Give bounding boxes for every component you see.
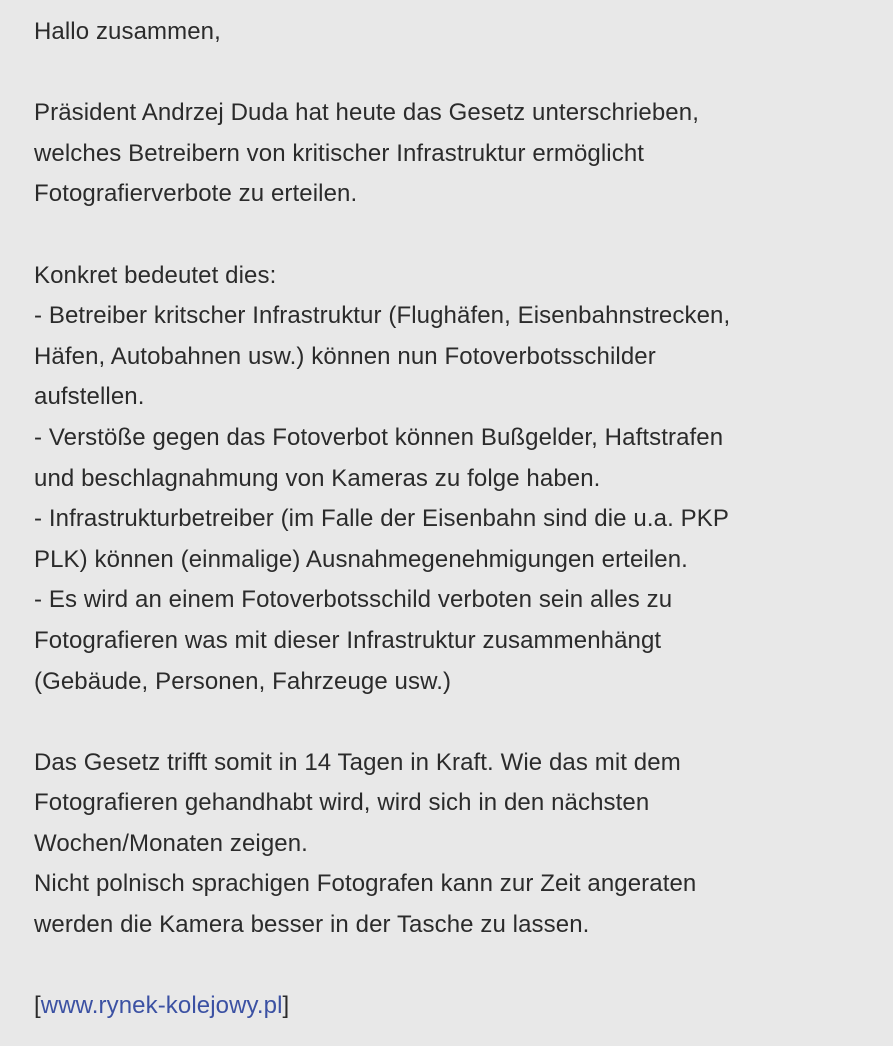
text-line: werden die Kamera besser in der Tasche zu lassen.	[34, 911, 590, 939]
source-citation	[34, 986, 879, 1027]
greeting: Hallo zusammen,	[34, 18, 221, 45]
paragraph-outlook	[34, 743, 879, 946]
paragraph-spacer	[34, 215, 879, 256]
text-line: (Gebäude, Personen, Fahrzeuge usw.)	[34, 667, 452, 695]
paragraph-details	[34, 256, 879, 703]
text-line: Fotografierverbote zu erteilen.	[34, 180, 358, 208]
paragraph-spacer	[34, 702, 879, 743]
text-line: Präsident Andrzej Duda hat heute das Gesetz unterschrieben,	[34, 99, 699, 127]
source-open-bracket: [	[34, 992, 41, 1020]
paragraph-spacer	[34, 53, 879, 94]
message-body	[34, 12, 879, 1027]
text-line: Konkret bedeutet dies:	[34, 261, 277, 289]
text-line: Das Gesetz trifft somit in 14 Tagen in Kraft. Wie das mit dem	[34, 748, 681, 776]
paragraph-intro	[34, 93, 879, 215]
text-line: aufstellen.	[34, 383, 145, 411]
text-line: Häfen, Autobahnen usw.) können nun Fotoverbotsschilder	[34, 342, 656, 370]
text-line: und beschlagnahmung von Kameras zu folge haben.	[34, 464, 601, 492]
text-line: - Es wird an einem Fotoverbotsschild verboten sein alles zu	[34, 586, 673, 614]
text-line: Fotografieren gehandhabt wird, wird sich in den nächsten	[34, 789, 650, 817]
text-line: welches Betreibern von kritischer Infrastruktur ermöglicht	[34, 139, 645, 167]
text-line: - Infrastrukturbetreiber (im Falle der Eisenbahn sind die u.a. PKP	[34, 505, 729, 533]
text-line: Wochen/Monaten zeigen.	[34, 829, 308, 857]
text-line: - Betreiber kritscher Infrastruktur (Flughäfen, Eisenbahnstrecken,	[34, 302, 731, 330]
text-line: Fotografieren was mit dieser Infrastruktur zusammenhängt	[34, 626, 662, 654]
text-line: PLK) können (einmalige) Ausnahmegenehmigungen erteilen.	[34, 545, 688, 573]
text-line: - Verstöße gegen das Fotoverbot können Bußgelder, Haftstrafen	[34, 423, 724, 451]
text-line: Nicht polnisch sprachigen Fotografen kann zur Zeit angeraten	[34, 870, 697, 898]
paragraph-spacer	[34, 946, 879, 987]
source-close-bracket: ]	[282, 992, 290, 1020]
source-link[interactable]: www.rynek-kolejowy.pl	[40, 992, 283, 1020]
